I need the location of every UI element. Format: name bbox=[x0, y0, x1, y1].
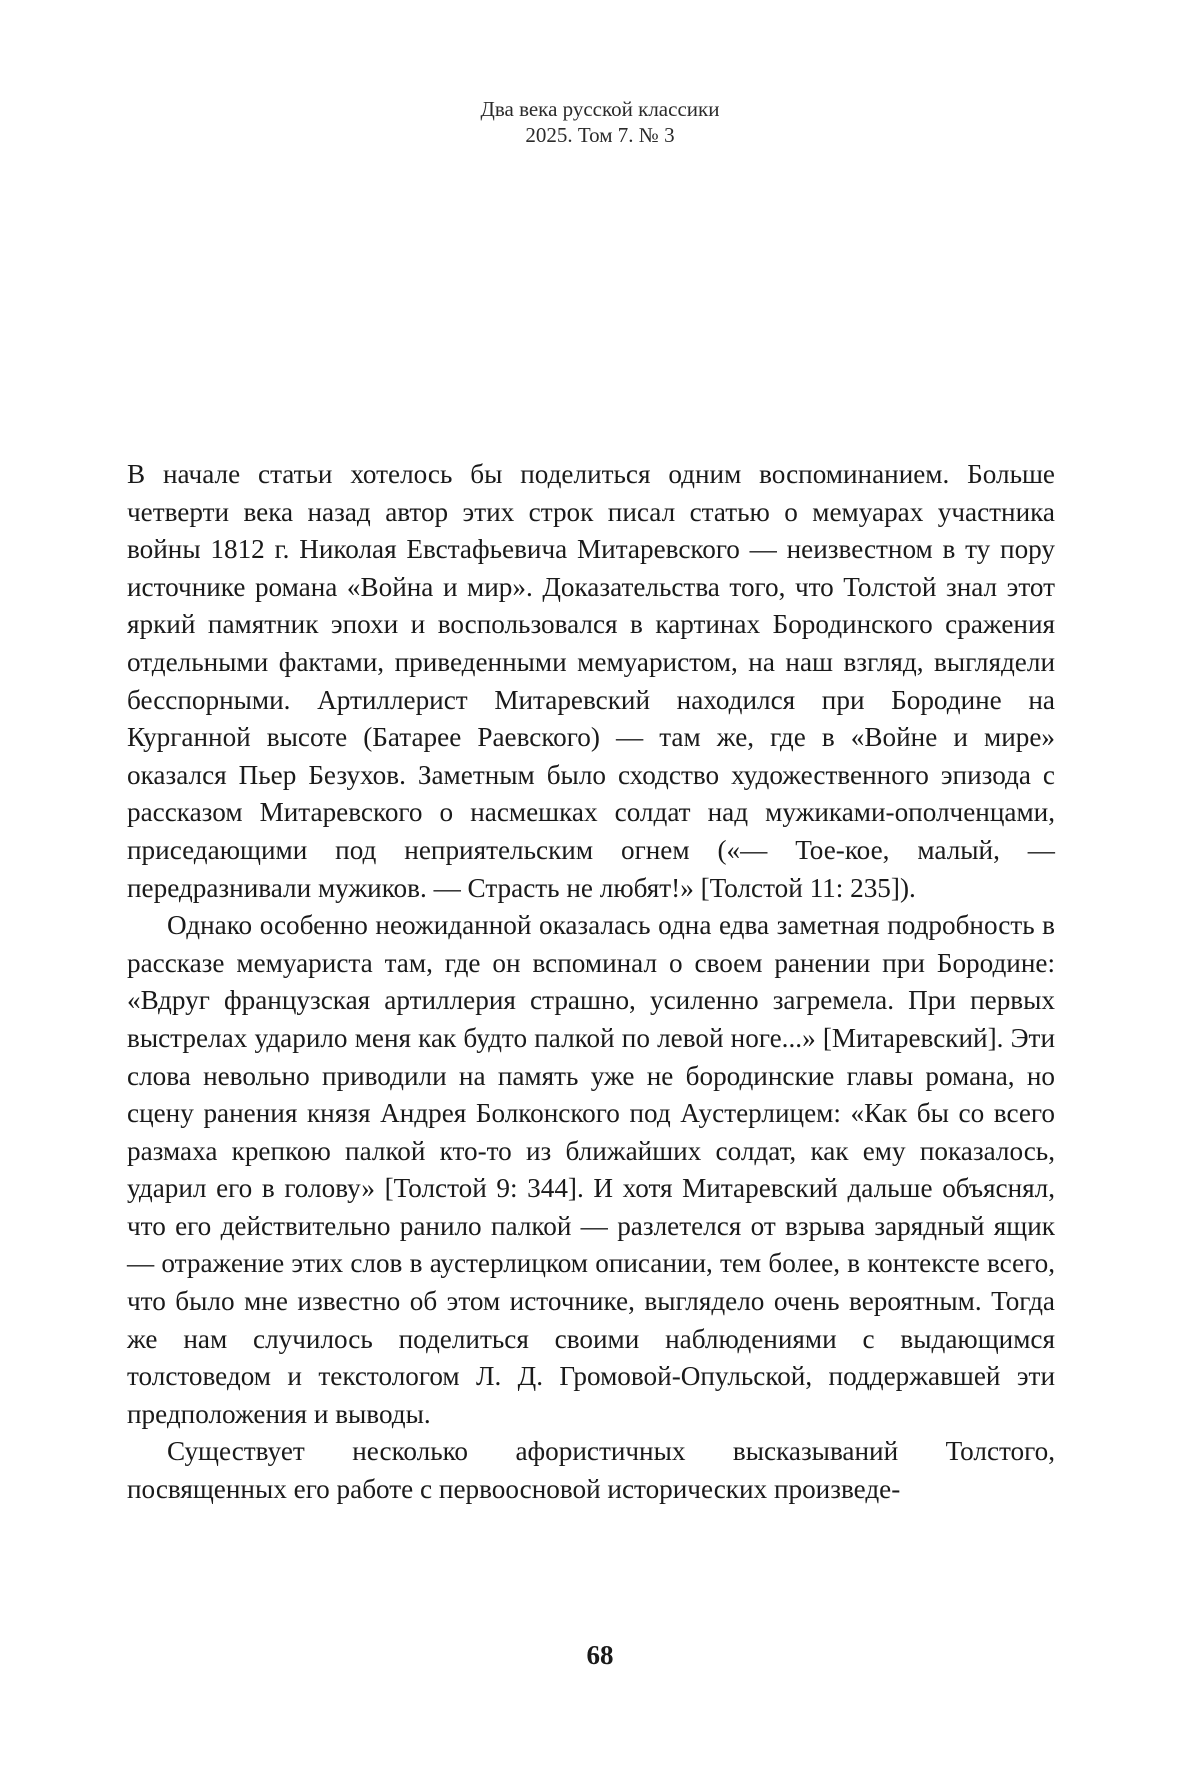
running-header bbox=[0, 96, 1200, 148]
paragraph-2: Однако особенно неожиданной оказалась одна едва заметная подробность в рассказе мемуариста там, где он вспоминал о своем ранении при Бородине: «Вдруг французская артиллерия страшно, усиленно загремела. При первых выстрелах ударило меня как будто палкой по левой ноге...» [Митаревский]. Эти слова невольно приводили на память уже не бородинские главы романа, но сцену ранения князя Андрея Болконского под Аустерлицем: «Как бы со всего размаха крепкою палкой кто-то из ближайших солдат, как ему показалось, ударил его в голову» [Толстой 9: 344]. И хотя Митаревский дальше объяснял, что его действительно ранило палкой — разлетелся от взрыва зарядный ящик — отражение этих слов в аустерлицком описании, тем более, в контексте всего, что было мне известно об этом источнике, выглядело очень вероятным. Тогда же нам случилось поделиться своими наблюдениями с выдающимся толстоведом и текстологом Л. Д. Громовой-Опульской, поддержавшей эти предположения и выводы. bbox=[127, 910, 1055, 1429]
issue-info: 2025. Том 7. № 3 bbox=[525, 123, 675, 147]
paragraph-3: Существует несколько афористичных высказываний Толстого, посвященных его работе с первоосновой исторических произведе- bbox=[127, 1436, 1055, 1505]
page-number: 68 bbox=[586, 1640, 614, 1670]
paragraph-1: В начале статьи хотелось бы поделиться одним воспоминанием. Больше четверти века назад автор этих строк писал статью о мемуарах участника войны 1812 г. Николая Евстафьевича Митаревского — неизвестном в ту пору источнике романа «Война и мир». Доказательства того, что Толстой знал этот яркий памятник эпохи и воспользовался в картинах Бородинского сражения отдельными фактами, приведенными мемуаристом, на наш взгляд, выглядели бесспорными. Артиллерист Митаревский находился при Бородине на Курганной высоте (Батарее Раевского) — там же, где в «Войне и мире» оказался Пьер Безухов. Заметным было сходство художественного эпизода с рассказом Митаревского о насмешках солдат над мужиками-ополченцами, приседающими под неприятельским огнем («— Тое-кое, малый, — передразнивали мужиков. — Страсть не любят!» [Толстой 11: 235]). bbox=[127, 459, 1055, 903]
article-body bbox=[127, 456, 1055, 1509]
journal-title: Два века русской классики bbox=[480, 97, 720, 121]
